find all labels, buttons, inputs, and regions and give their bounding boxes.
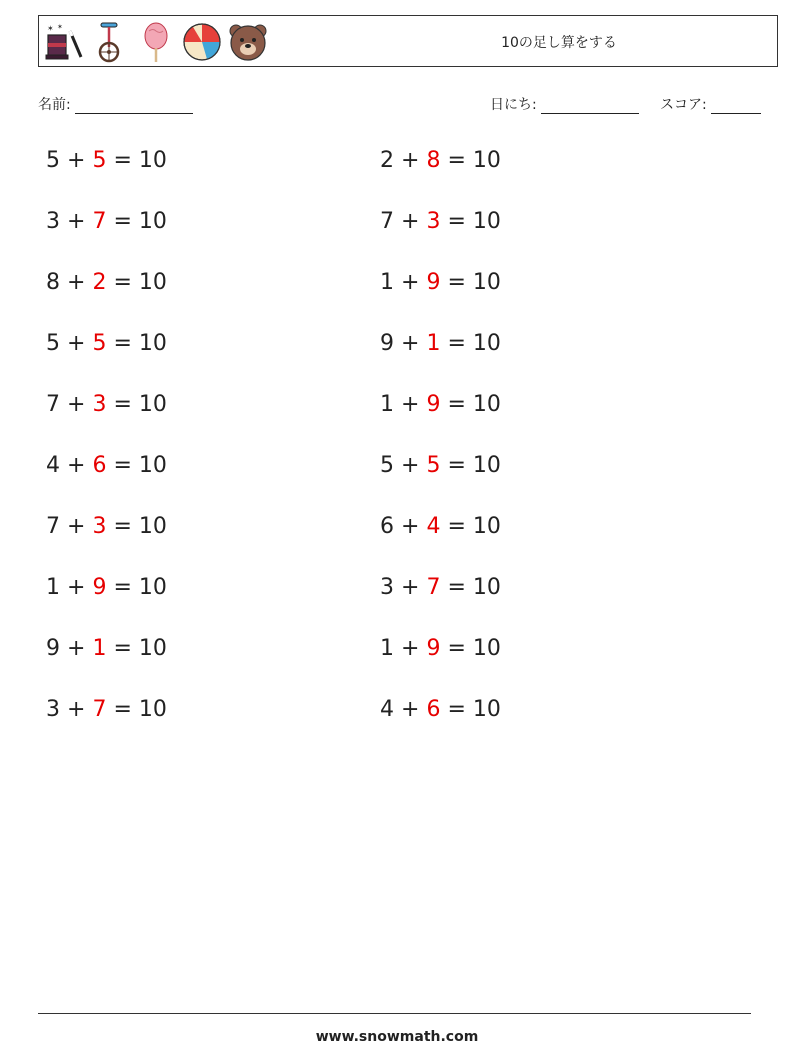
plus-sign: + <box>401 331 420 356</box>
problem-left-10 <box>46 697 167 722</box>
addend-a: 7 <box>380 209 394 234</box>
name-label: 名前: <box>38 97 71 113</box>
sum-value: 10 <box>138 392 167 417</box>
sum-value: 10 <box>472 148 501 173</box>
answer-addend: 5 <box>92 331 107 356</box>
answer-addend: 9 <box>426 392 441 417</box>
svg-text:✶: ✶ <box>57 23 63 31</box>
sum-value: 10 <box>138 209 167 234</box>
bear-face-icon <box>227 21 269 63</box>
equals-sign: = <box>113 209 132 234</box>
worksheet-title: 10の足し算をする <box>501 35 617 51</box>
addend-a: 1 <box>380 636 394 661</box>
plus-sign: + <box>67 514 86 539</box>
problem-left-9 <box>46 636 167 661</box>
equals-sign: = <box>447 392 466 417</box>
sum-value: 10 <box>138 636 167 661</box>
equals-sign: = <box>447 209 466 234</box>
plus-sign: + <box>401 514 420 539</box>
unicycle-icon <box>89 21 131 63</box>
problem-left-7 <box>46 514 167 539</box>
addend-a: 3 <box>380 575 394 600</box>
equals-sign: = <box>113 148 132 173</box>
plus-sign: + <box>67 575 86 600</box>
addend-a: 7 <box>46 392 60 417</box>
problem-left-4 <box>46 331 167 356</box>
footer-divider <box>38 1013 751 1014</box>
sum-value: 10 <box>472 697 501 722</box>
problem-left-1 <box>46 148 167 173</box>
date-label: 日にち: <box>490 97 537 113</box>
answer-addend: 8 <box>426 148 441 173</box>
date-blank[interactable] <box>541 98 639 114</box>
addend-a: 5 <box>46 148 60 173</box>
plus-sign: + <box>67 453 86 478</box>
problem-right-4 <box>380 331 501 356</box>
plus-sign: + <box>67 209 86 234</box>
sum-value: 10 <box>138 575 167 600</box>
plus-sign: + <box>67 148 86 173</box>
answer-addend: 9 <box>426 636 441 661</box>
score-field <box>660 94 761 114</box>
addend-a: 9 <box>380 331 394 356</box>
sum-value: 10 <box>138 514 167 539</box>
plus-sign: + <box>401 697 420 722</box>
addend-a: 8 <box>46 270 60 295</box>
addend-a: 7 <box>46 514 60 539</box>
equals-sign: = <box>113 270 132 295</box>
problem-right-3 <box>380 270 501 295</box>
sum-value: 10 <box>138 453 167 478</box>
equals-sign: = <box>447 697 466 722</box>
sum-value: 10 <box>472 453 501 478</box>
equals-sign: = <box>113 697 132 722</box>
beach-ball-icon <box>181 21 223 63</box>
addend-a: 2 <box>380 148 394 173</box>
equals-sign: = <box>447 514 466 539</box>
plus-sign: + <box>401 636 420 661</box>
sum-value: 10 <box>472 209 501 234</box>
equals-sign: = <box>113 575 132 600</box>
answer-addend: 4 <box>426 514 441 539</box>
sum-value: 10 <box>472 636 501 661</box>
equals-sign: = <box>447 636 466 661</box>
problem-right-9 <box>380 636 501 661</box>
equals-sign: = <box>447 148 466 173</box>
answer-addend: 6 <box>426 697 441 722</box>
plus-sign: + <box>67 636 86 661</box>
equals-sign: = <box>113 331 132 356</box>
plus-sign: + <box>67 331 86 356</box>
problem-right-1 <box>380 148 501 173</box>
answer-addend: 5 <box>92 148 107 173</box>
problem-right-2 <box>380 209 501 234</box>
sum-value: 10 <box>138 148 167 173</box>
date-field <box>490 94 639 114</box>
sum-value: 10 <box>138 331 167 356</box>
answer-addend: 3 <box>92 392 107 417</box>
sum-value: 10 <box>472 270 501 295</box>
plus-sign: + <box>67 270 86 295</box>
answer-addend: 3 <box>92 514 107 539</box>
problem-left-8 <box>46 575 167 600</box>
cotton-candy-icon <box>135 21 177 63</box>
name-blank[interactable] <box>75 98 193 114</box>
name-field <box>38 94 193 114</box>
problem-right-8 <box>380 575 501 600</box>
equals-sign: = <box>447 453 466 478</box>
problem-right-7 <box>380 514 501 539</box>
addend-a: 5 <box>380 453 394 478</box>
answer-addend: 9 <box>426 270 441 295</box>
answer-addend: 7 <box>426 575 441 600</box>
addend-a: 1 <box>46 575 60 600</box>
sum-value: 10 <box>472 514 501 539</box>
answer-addend: 2 <box>92 270 107 295</box>
score-label: スコア: <box>660 97 707 113</box>
answer-addend: 1 <box>92 636 107 661</box>
problem-right-10 <box>380 697 501 722</box>
problem-left-5 <box>46 392 167 417</box>
problem-right-6 <box>380 453 501 478</box>
equals-sign: = <box>113 514 132 539</box>
addend-a: 5 <box>46 331 60 356</box>
plus-sign: + <box>401 453 420 478</box>
plus-sign: + <box>401 148 420 173</box>
addend-a: 4 <box>46 453 60 478</box>
worksheet-header <box>38 15 778 67</box>
addend-a: 1 <box>380 392 394 417</box>
sum-value: 10 <box>472 392 501 417</box>
equals-sign: = <box>113 453 132 478</box>
plus-sign: + <box>401 209 420 234</box>
answer-addend: 1 <box>426 331 441 356</box>
answer-addend: 6 <box>92 453 107 478</box>
sum-value: 10 <box>138 270 167 295</box>
plus-sign: + <box>401 270 420 295</box>
equals-sign: = <box>447 270 466 295</box>
problem-left-6 <box>46 453 167 478</box>
answer-addend: 7 <box>92 697 107 722</box>
sum-value: 10 <box>138 697 167 722</box>
answer-addend: 3 <box>426 209 441 234</box>
answer-addend: 9 <box>92 575 107 600</box>
plus-sign: + <box>401 575 420 600</box>
plus-sign: + <box>401 392 420 417</box>
equals-sign: = <box>447 331 466 356</box>
equals-sign: = <box>113 392 132 417</box>
addend-a: 3 <box>46 209 60 234</box>
sum-value: 10 <box>472 331 501 356</box>
addend-a: 6 <box>380 514 394 539</box>
equals-sign: = <box>447 575 466 600</box>
addend-a: 4 <box>380 697 394 722</box>
score-blank[interactable] <box>711 98 761 114</box>
magic-hat-wand-icon <box>43 21 85 63</box>
equals-sign: = <box>113 636 132 661</box>
plus-sign: + <box>67 697 86 722</box>
addend-a: 3 <box>46 697 60 722</box>
problem-right-5 <box>380 392 501 417</box>
addend-a: 9 <box>46 636 60 661</box>
svg-text:✶: ✶ <box>47 24 54 33</box>
addend-a: 1 <box>380 270 394 295</box>
sum-value: 10 <box>472 575 501 600</box>
problem-left-2 <box>46 209 167 234</box>
problem-left-3 <box>46 270 167 295</box>
footer-site: www.snowmath.com <box>315 1029 479 1045</box>
plus-sign: + <box>67 392 86 417</box>
answer-addend: 7 <box>92 209 107 234</box>
answer-addend: 5 <box>426 453 441 478</box>
